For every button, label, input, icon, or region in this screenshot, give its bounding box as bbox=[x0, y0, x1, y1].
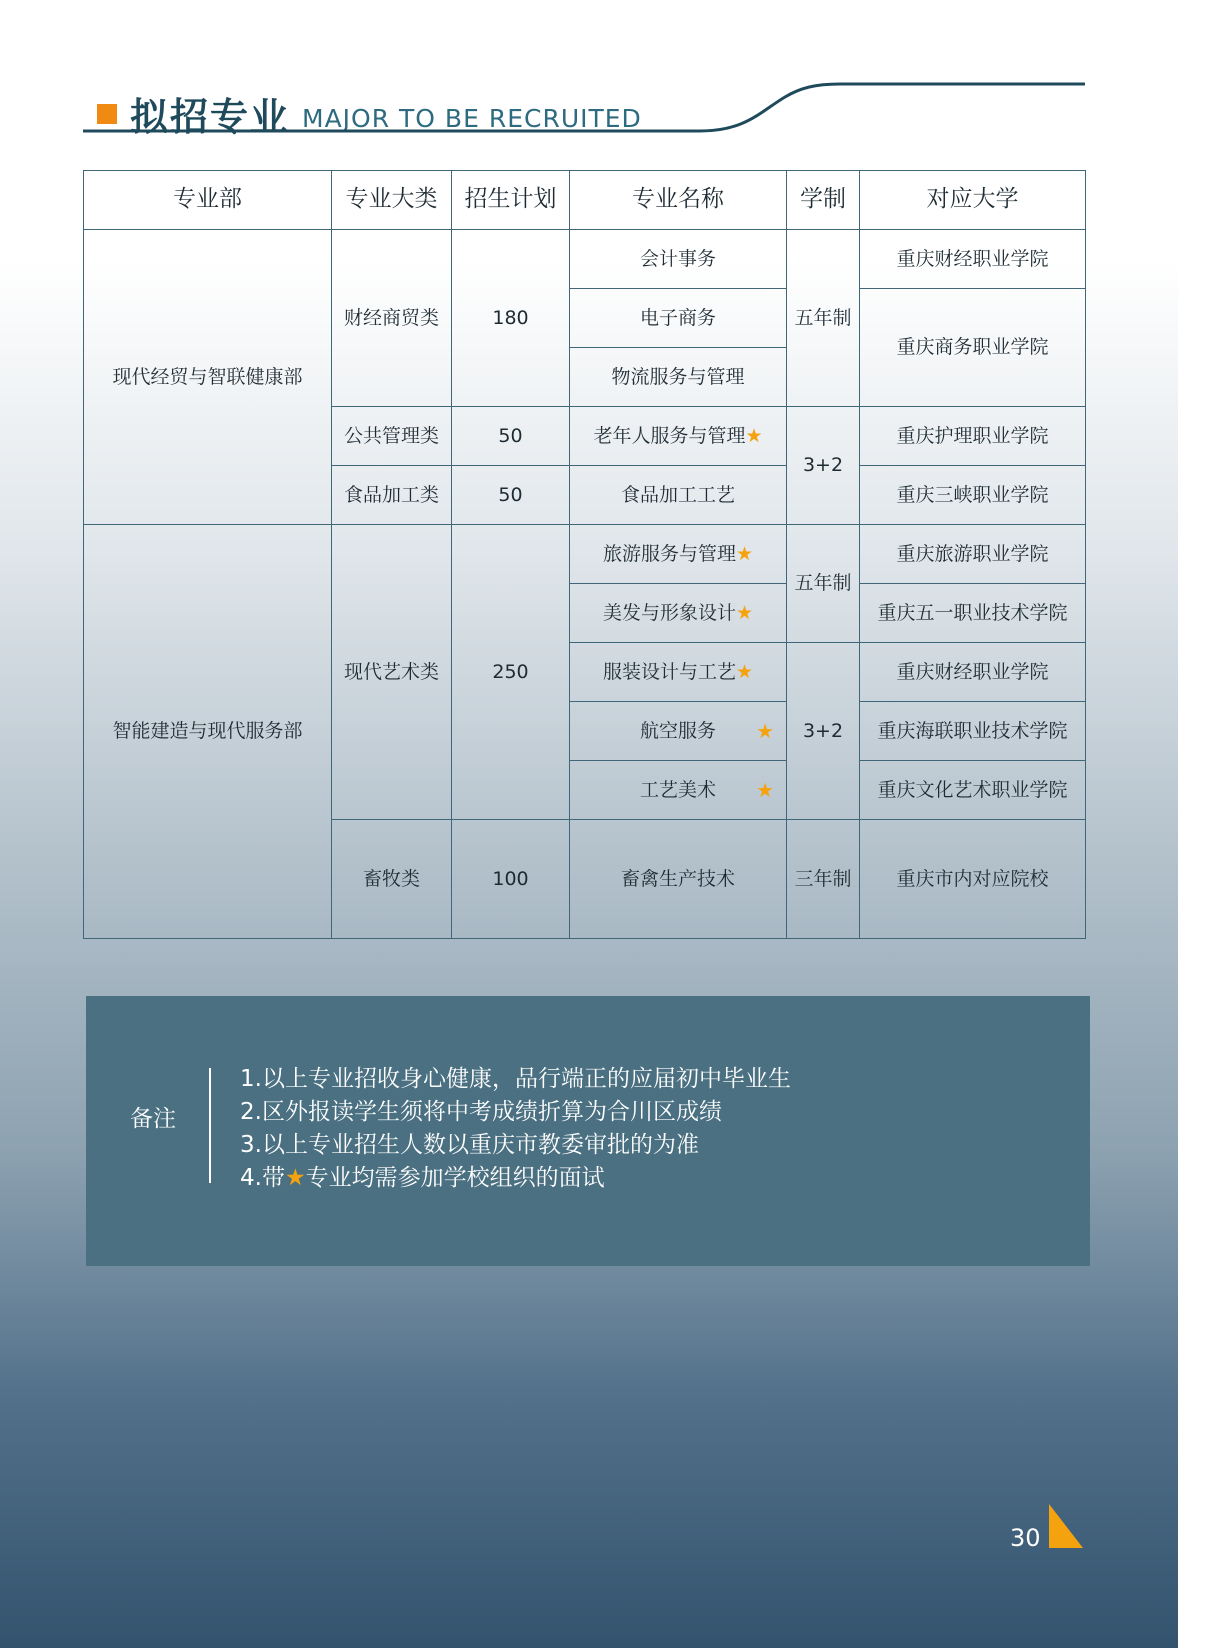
column-header: 专业大类 bbox=[332, 171, 452, 230]
major-cell: 电子商务 bbox=[570, 289, 787, 348]
notes-label: 备注 bbox=[130, 1106, 176, 1132]
note-item bbox=[240, 1162, 791, 1195]
university-cell: 重庆财经职业学院 bbox=[860, 230, 1086, 289]
page-subtitle: MAJOR TO BE RECRUITED bbox=[302, 104, 642, 133]
university-cell: 重庆旅游职业学院 bbox=[860, 525, 1086, 584]
major-cell: 会计事务 bbox=[570, 230, 787, 289]
star-icon: ★ bbox=[745, 424, 763, 447]
department-cell: 智能建造与现代服务部 bbox=[84, 525, 332, 939]
plan-cell: 50 bbox=[452, 466, 570, 525]
university-cell: 重庆五一职业技术学院 bbox=[860, 584, 1086, 643]
column-header: 学制 bbox=[787, 171, 860, 230]
star-icon: ★ bbox=[756, 719, 774, 743]
notes-list bbox=[240, 1063, 791, 1195]
major-name: 航空服务 bbox=[639, 719, 716, 742]
column-header: 专业名称 bbox=[570, 171, 787, 230]
major-cell: 畜禽生产技术 bbox=[570, 820, 787, 939]
page-number: 30 bbox=[1010, 1524, 1041, 1552]
major-cell bbox=[570, 761, 787, 820]
university-cell: 重庆护理职业学院 bbox=[860, 407, 1086, 466]
university-cell: 重庆财经职业学院 bbox=[860, 643, 1086, 702]
university-cell: 重庆商务职业学院 bbox=[860, 289, 1086, 407]
column-header: 专业部 bbox=[84, 171, 332, 230]
majors-table bbox=[83, 170, 1086, 939]
department-cell: 现代经贸与智联健康部 bbox=[84, 230, 332, 525]
major-cell bbox=[570, 702, 787, 761]
category-cell: 公共管理类 bbox=[332, 407, 452, 466]
plan-cell: 250 bbox=[452, 525, 570, 820]
page-edge bbox=[1178, 0, 1208, 1648]
star-icon: ★ bbox=[735, 542, 754, 565]
duration-cell: 三年制 bbox=[787, 820, 860, 939]
university-cell: 重庆市内对应院校 bbox=[860, 820, 1086, 939]
header-curve-line bbox=[0, 0, 1208, 140]
major-name: 美发与形象设计 bbox=[602, 601, 736, 624]
column-header: 对应大学 bbox=[860, 171, 1086, 230]
major-name: 服装设计与工艺 bbox=[602, 660, 736, 683]
plan-cell: 50 bbox=[452, 407, 570, 466]
major-cell bbox=[570, 407, 787, 466]
table-header-row bbox=[84, 171, 1086, 230]
category-cell: 畜牧类 bbox=[332, 820, 452, 939]
category-cell: 现代艺术类 bbox=[332, 525, 452, 820]
major-name: 旅游服务与管理 bbox=[602, 542, 736, 565]
duration-cell: 3+2 bbox=[787, 643, 860, 820]
major-cell: 食品加工工艺 bbox=[570, 466, 787, 525]
university-cell: 重庆文化艺术职业学院 bbox=[860, 761, 1086, 820]
major-name: 老年人服务与管理 bbox=[593, 424, 746, 447]
note-item-prefix: 4.带 bbox=[240, 1165, 285, 1191]
major-name: 工艺美术 bbox=[639, 778, 716, 801]
note-item: 1.以上专业招收身心健康，品行端正的应届初中毕业生 bbox=[240, 1066, 791, 1092]
star-icon: ★ bbox=[284, 1165, 306, 1191]
star-icon: ★ bbox=[756, 778, 774, 802]
major-cell bbox=[570, 525, 787, 584]
category-cell: 食品加工类 bbox=[332, 466, 452, 525]
major-cell bbox=[570, 643, 787, 702]
university-cell: 重庆三峡职业学院 bbox=[860, 466, 1086, 525]
corner-triangle-icon bbox=[1045, 1502, 1085, 1550]
notes-box bbox=[86, 996, 1090, 1266]
star-icon: ★ bbox=[735, 660, 754, 683]
table-row bbox=[84, 525, 1086, 584]
star-icon: ★ bbox=[735, 601, 754, 624]
university-cell: 重庆海联职业技术学院 bbox=[860, 702, 1086, 761]
duration-cell: 五年制 bbox=[787, 525, 860, 643]
major-cell: 物流服务与管理 bbox=[570, 348, 787, 407]
plan-cell: 100 bbox=[452, 820, 570, 939]
category-cell: 财经商贸类 bbox=[332, 230, 452, 407]
note-item-suffix: 专业均需参加学校组织的面试 bbox=[305, 1165, 605, 1191]
plan-cell: 180 bbox=[452, 230, 570, 407]
column-header: 招生计划 bbox=[452, 171, 570, 230]
note-item: 2.区外报读学生须将中考成绩折算为合川区成绩 bbox=[240, 1099, 722, 1125]
duration-cell: 五年制 bbox=[787, 230, 860, 407]
note-item: 3.以上专业招生人数以重庆市教委审批的为准 bbox=[240, 1132, 699, 1158]
notes-divider bbox=[209, 1068, 211, 1183]
page-title: 拟招专业 bbox=[130, 95, 291, 139]
major-cell bbox=[570, 584, 787, 643]
table-row bbox=[84, 230, 1086, 289]
duration-cell: 3+2 bbox=[787, 407, 860, 525]
